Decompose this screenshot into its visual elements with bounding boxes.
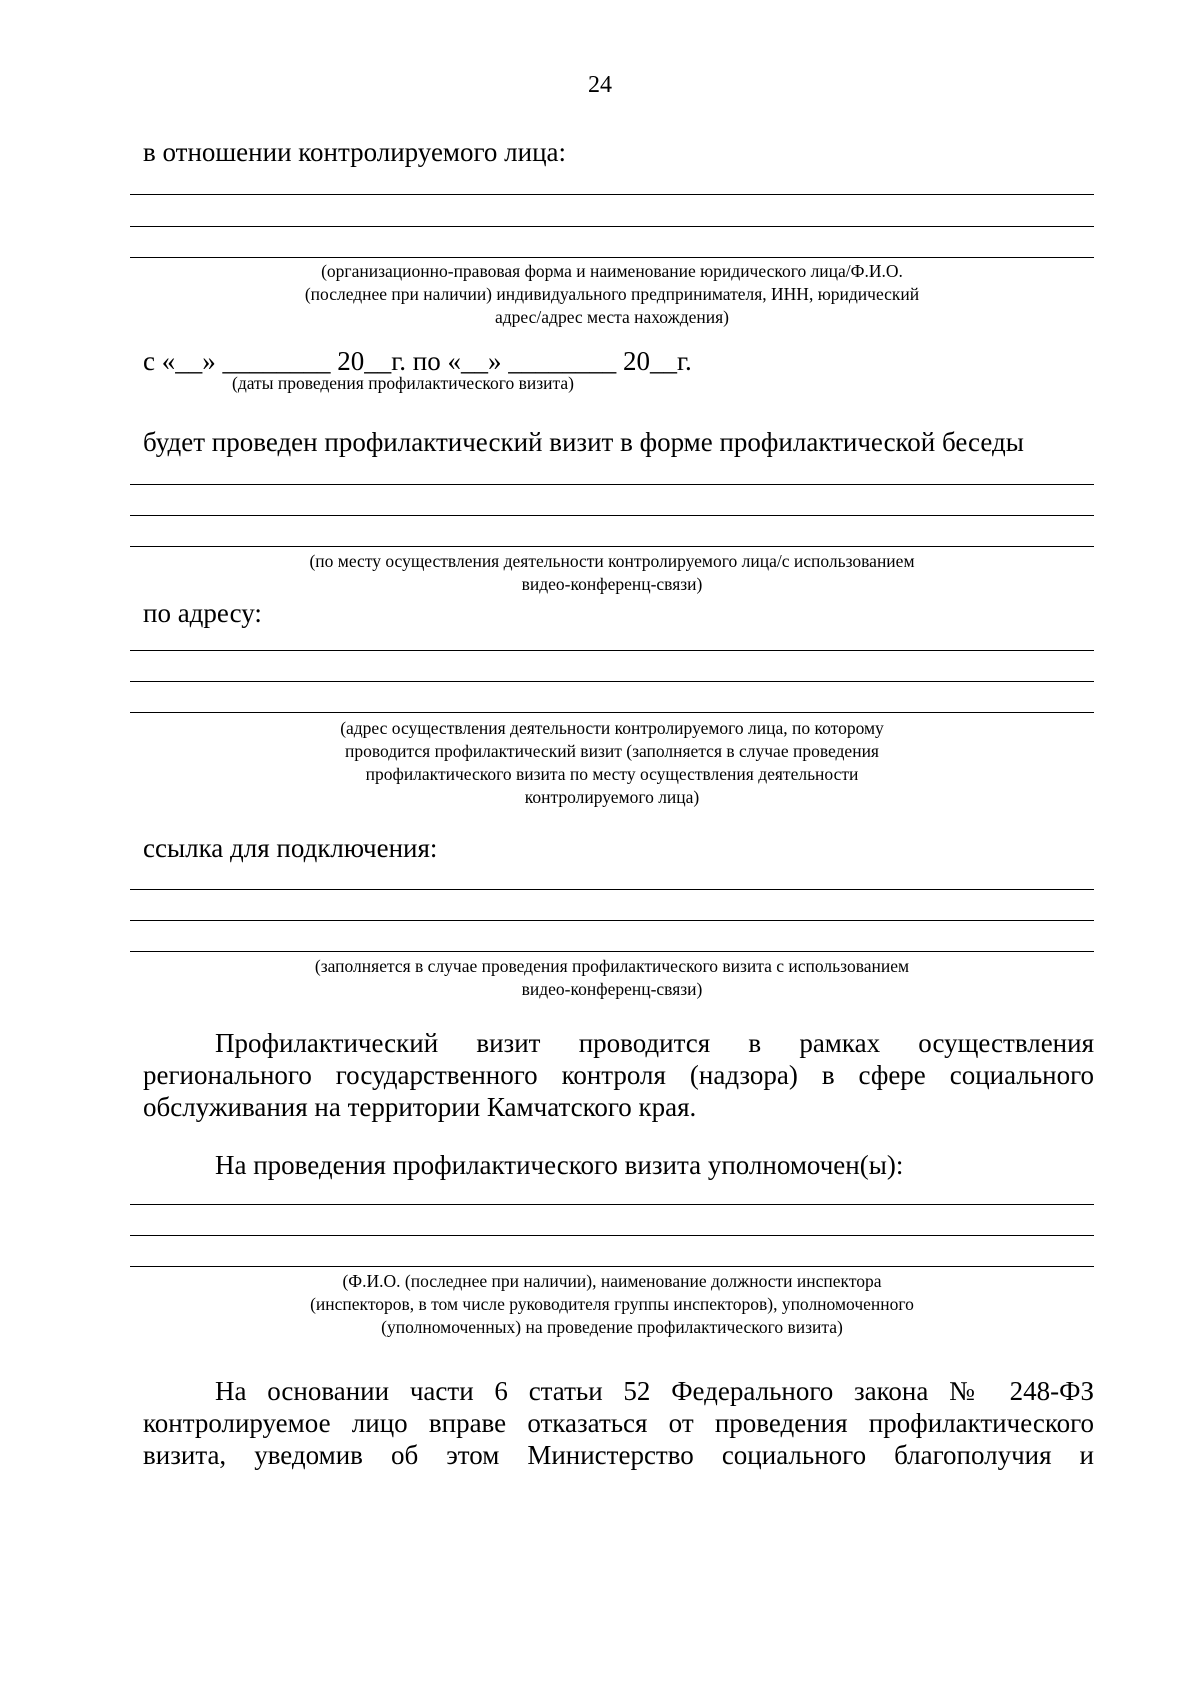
address-label: по адресу: [143,598,262,628]
authorized-line-3[interactable] [130,1266,1094,1267]
caption-line: (по месту осуществления деятельности контролируемого лица/с использованием [309,551,915,571]
caption-line: контролируемого лица) [524,787,700,807]
subject-line-1[interactable] [130,194,1094,195]
address-line-2[interactable] [130,681,1094,682]
visit-form-label: будет проведен профилактический визит в форме профилактической беседы [143,427,1024,457]
caption-line: (заполняется в случае проведения профилактического визита с использованием [314,956,910,976]
paragraph-line: обслуживания на территории Камчатского края. [143,1092,697,1122]
caption-line: профилактического визита по месту осуществления деятельности [365,764,859,784]
caption-line: (организационно-правовая форма и наименование юридического лица/Ф.И.О. [321,261,903,281]
paragraph-control-scope [143,1027,1094,1123]
paragraph-line: визита, уведомив об этом Министерство социального благополучия и [143,1440,1094,1470]
paragraph-line: Профилактический визит проводится в рамках осуществления [215,1028,1094,1058]
authorized-line-1[interactable] [130,1204,1094,1205]
visit-dates[interactable]: с «__» ________ 20__г. по «__» ________ 20__г. [143,346,692,376]
caption-line: адрес/адрес места нахождения) [495,307,729,327]
caption-line: (Ф.И.О. (последнее при наличии), наименование должности инспектора [342,1271,882,1291]
authorized-label: На проведения профилактического визита уполномочен(ы): [215,1150,904,1180]
caption-line: (уполномоченных) на проведение профилактического визита) [381,1317,843,1337]
link-line-3[interactable] [130,951,1094,952]
visit-form-caption [130,550,1094,596]
address-line-3[interactable] [130,712,1094,713]
subject-line-2[interactable] [130,226,1094,227]
page-number: 24 [588,72,612,98]
paragraph-line: контролируемое лицо вправе отказаться от проведения профилактического [143,1408,1094,1438]
visit-dates-caption: (даты проведения профилактического визита) [232,373,574,393]
subject-line-3[interactable] [130,257,1094,258]
paragraph-refusal-right [143,1375,1094,1471]
authorized-line-2[interactable] [130,1235,1094,1236]
address-caption [130,717,1094,809]
link-line-2[interactable] [130,920,1094,921]
caption-line: (последнее при наличии) индивидуального предпринимателя, ИНН, юридический [304,284,920,304]
caption-line: (адрес осуществления деятельности контролируемого лица, по которому [340,718,884,738]
link-caption [130,955,1094,1001]
subject-caption [130,260,1094,329]
subject-label: в отношении контролируемого лица: [143,137,567,167]
visit-form-line-1[interactable] [130,484,1094,485]
caption-line: видео-конференц-связи) [521,574,703,594]
caption-line: видео-конференц-связи) [521,979,703,999]
paragraph-line: На основании части 6 статьи 52 Федерального закона № 248-ФЗ [215,1376,1094,1406]
caption-line: проводится профилактический визит (заполняется в случае проведения [345,741,879,761]
link-line-1[interactable] [130,889,1094,890]
link-label: ссылка для подключения: [143,833,438,863]
paragraph-line: регионального государственного контроля (надзора) в сфере социального [143,1060,1094,1090]
visit-form-line-3[interactable] [130,546,1094,547]
address-line-1[interactable] [130,650,1094,651]
caption-line: (инспекторов, в том числе руководителя группы инспекторов), уполномоченного [310,1294,914,1314]
visit-form-line-2[interactable] [130,515,1094,516]
authorized-caption [130,1270,1094,1339]
